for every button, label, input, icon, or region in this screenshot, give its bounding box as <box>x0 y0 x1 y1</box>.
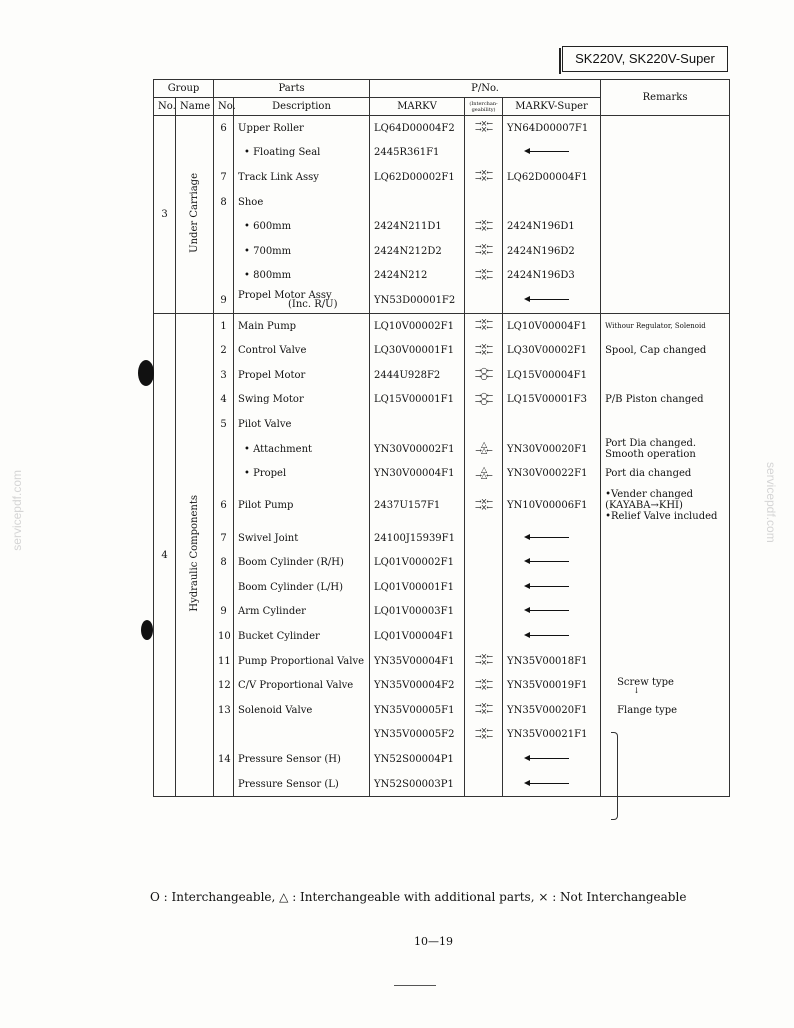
markv-part-number: YN52S00004P1 <box>370 747 465 772</box>
remarks-value: Withour Regulator, Solenoid <box>605 321 706 330</box>
item-no: 4 <box>214 388 234 413</box>
interchangeability-symbol <box>465 363 503 388</box>
table-row <box>154 338 730 363</box>
markv-super-part-number: YN64D00007F1 <box>503 116 601 141</box>
remarks-text <box>601 264 730 289</box>
interchangeability-symbol <box>465 649 503 674</box>
group-name-text: Under Carriage <box>189 172 200 253</box>
markv-part-number <box>370 412 465 437</box>
part-description <box>234 461 370 486</box>
remarks-text <box>601 772 730 797</box>
markv-super-part-number <box>503 575 601 600</box>
table-row <box>154 649 730 674</box>
remarks-text <box>601 747 730 772</box>
markv-super-part-number <box>503 624 601 649</box>
item-no: 10 <box>214 624 234 649</box>
item-no <box>214 772 234 797</box>
header-group: Group <box>154 80 214 98</box>
interchangeability-symbol <box>465 239 503 264</box>
markv-super-part-number: YN35V00019F1 <box>503 673 601 698</box>
table-row <box>154 673 730 698</box>
part-description <box>234 264 370 289</box>
same-as-left-arrow-icon <box>529 758 569 759</box>
interchangeability-symbol <box>465 673 503 698</box>
watermark-right: servicepdf.com <box>764 462 778 543</box>
markv-super-part-number <box>503 190 601 215</box>
markv-part-number: LQ30V00001F1 <box>370 338 465 363</box>
interchangeability-symbol <box>465 214 503 239</box>
same-as-left-arrow-icon <box>529 151 569 152</box>
footer-rule <box>394 985 436 986</box>
markv-super-part-number: 2424N196D3 <box>503 264 601 289</box>
remarks-value: Port dia changed <box>605 468 692 480</box>
table-row <box>154 190 730 215</box>
interchangeability-symbol <box>465 437 503 462</box>
item-no: 6 <box>214 486 234 526</box>
not-interchangeable-icon: →×← →×← <box>474 317 493 333</box>
part-description-text: • 600mm <box>244 221 292 233</box>
part-description-text: Main Pump <box>238 320 297 332</box>
markv-super-part-number: 2424N196D2 <box>503 239 601 264</box>
part-description-text: Boom Cylinder (R/H) <box>238 557 344 569</box>
table-row <box>154 551 730 576</box>
item-no <box>214 141 234 166</box>
header-name: Name <box>176 98 214 116</box>
part-description <box>234 437 370 462</box>
part-description-text: • 700mm <box>244 245 292 257</box>
remarks-text <box>601 165 730 190</box>
same-as-left-arrow-icon <box>529 537 569 538</box>
interchangeability-symbol <box>465 288 503 313</box>
part-description-text: Pilot Valve <box>238 418 292 430</box>
header-markv: MARKV <box>370 98 465 116</box>
part-description-text: Solenoid Valve <box>238 704 313 716</box>
page-number: 10—19 <box>414 935 453 948</box>
markv-super-part-number: YN35V00020F1 <box>503 698 601 723</box>
item-no <box>214 723 234 748</box>
not-interchangeable-icon: →×← →×← <box>474 119 493 135</box>
item-no <box>214 461 234 486</box>
markv-part-number: LQ01V00004F1 <box>370 624 465 649</box>
table-row <box>154 575 730 600</box>
markv-part-number: 2424N211D1 <box>370 214 465 239</box>
interchangeability-symbol <box>465 486 503 526</box>
interchangeability-symbol <box>465 412 503 437</box>
interchangeable-with-parts-icon: △ →△← <box>475 464 492 480</box>
remarks-text <box>601 214 730 239</box>
markv-part-number: YN35V00005F1 <box>370 698 465 723</box>
part-description-text: • 800mm <box>244 270 292 282</box>
markv-part-number: LQ62D00002F1 <box>370 165 465 190</box>
header-markv-super: MARKV-Super <box>503 98 601 116</box>
part-description <box>234 551 370 576</box>
remarks-text <box>601 551 730 576</box>
part-description <box>234 363 370 388</box>
remarks-value: P/B Piston changed <box>605 394 704 406</box>
table-row <box>154 141 730 166</box>
part-description <box>234 313 370 338</box>
item-no: 9 <box>214 600 234 625</box>
group-name <box>176 116 214 314</box>
table-row <box>154 526 730 551</box>
table-row <box>154 747 730 772</box>
part-description-text: Propel Motor Assy <box>238 290 332 302</box>
remarks-text <box>601 116 730 141</box>
part-description <box>234 116 370 141</box>
markv-super-part-number: 2424N196D1 <box>503 214 601 239</box>
part-description-text: Pressure Sensor (L) <box>238 778 339 790</box>
markv-super-part-number: LQ10V00004F1 <box>503 313 601 338</box>
not-interchangeable-icon: →×← →×← <box>474 652 493 668</box>
not-interchangeable-icon: →×← →×← <box>474 701 493 717</box>
markv-super-part-number <box>503 288 601 313</box>
interchangeability-symbol <box>465 575 503 600</box>
interchangeability-symbol <box>465 551 503 576</box>
remarks-value: •Vender changed (KAYABA→KHI) •Relief Valve included <box>605 489 718 523</box>
remarks-text <box>601 412 730 437</box>
table-row <box>154 264 730 289</box>
interchangeability-symbol <box>465 772 503 797</box>
same-as-left-arrow-icon <box>529 610 569 611</box>
markv-super-part-number <box>503 747 601 772</box>
table-row <box>154 165 730 190</box>
table-row <box>154 723 730 748</box>
part-description <box>234 412 370 437</box>
markv-part-number: YN35V00004F2 <box>370 673 465 698</box>
markv-super-part-number: LQ15V00004F1 <box>503 363 601 388</box>
item-no: 11 <box>214 649 234 674</box>
markv-part-number: YN52S00003P1 <box>370 772 465 797</box>
item-no <box>214 437 234 462</box>
part-description-text: Boom Cylinder (L/H) <box>238 581 344 593</box>
table-row <box>154 624 730 649</box>
markv-super-part-number: LQ62D00004F1 <box>503 165 601 190</box>
same-as-left-arrow-icon <box>529 635 569 636</box>
table-row <box>154 313 730 338</box>
remarks-text <box>601 649 730 674</box>
group-name-text: Hydraulic Components <box>189 495 200 612</box>
header-parts: Parts <box>214 80 370 98</box>
markv-part-number: LQ10V00002F1 <box>370 313 465 338</box>
group-no: 4 <box>154 313 176 797</box>
part-description <box>234 288 370 313</box>
watermark-left: servicepdf.com <box>10 470 24 551</box>
part-description <box>234 772 370 797</box>
remarks-text <box>601 190 730 215</box>
header-pno: P/No. <box>370 80 601 98</box>
table-row <box>154 600 730 625</box>
same-as-left-arrow-icon <box>529 561 569 562</box>
table-row <box>154 486 730 526</box>
same-as-left-arrow-icon <box>529 586 569 587</box>
markv-part-number: LQ64D00004F2 <box>370 116 465 141</box>
markv-part-number: YN35V00005F2 <box>370 723 465 748</box>
part-description <box>234 388 370 413</box>
part-description-text: Pilot Pump <box>238 500 294 512</box>
item-no: 2 <box>214 338 234 363</box>
part-description <box>234 673 370 698</box>
interchangeability-symbol <box>465 165 503 190</box>
interchangeable-icon: →○← →○← <box>474 390 493 406</box>
markv-part-number: LQ01V00003F1 <box>370 600 465 625</box>
table-row <box>154 388 730 413</box>
part-description-text: • Propel <box>244 468 287 480</box>
interchangeability-symbol <box>465 526 503 551</box>
part-description-text: Swivel Joint <box>238 532 299 544</box>
markv-part-number: YN30V00002F1 <box>370 437 465 462</box>
header-description: Description <box>234 98 370 116</box>
part-description-text: Upper Roller <box>238 122 304 134</box>
not-interchangeable-icon: →×← →×← <box>474 725 493 741</box>
markv-super-part-number <box>503 600 601 625</box>
header-part-no: No. <box>214 98 234 116</box>
markv-part-number: 2424N212D2 <box>370 239 465 264</box>
part-description-text: Track Link Assy <box>238 171 319 183</box>
interchangeability-symbol <box>465 338 503 363</box>
remarks-value: Flange type <box>617 704 678 716</box>
part-description-text: Control Valve <box>238 345 307 357</box>
markv-part-number: 2445R361F1 <box>370 141 465 166</box>
remarks-value: Port Dia changed. Smooth operation <box>605 438 697 461</box>
markv-super-part-number: YN30V00022F1 <box>503 461 601 486</box>
markv-super-part-number <box>503 412 601 437</box>
remarks-text <box>601 313 730 338</box>
item-no: 9 <box>214 288 234 313</box>
item-no: 7 <box>214 526 234 551</box>
interchangeability-symbol <box>465 388 503 413</box>
part-description <box>234 190 370 215</box>
markv-super-part-number <box>503 141 601 166</box>
not-interchangeable-icon: →×← →×← <box>474 242 493 258</box>
not-interchangeable-icon: →×← →×← <box>474 341 493 357</box>
interchangeability-symbol <box>465 698 503 723</box>
markv-part-number: YN30V00004F1 <box>370 461 465 486</box>
part-description <box>234 624 370 649</box>
part-description <box>234 723 370 748</box>
markv-super-part-number: YN35V00018F1 <box>503 649 601 674</box>
interchangeability-symbol <box>465 600 503 625</box>
remarks-text <box>601 288 730 313</box>
remarks-text <box>601 363 730 388</box>
parts-table-body <box>154 116 730 797</box>
punch-hole-bottom <box>141 620 153 640</box>
interchangeability-symbol <box>465 116 503 141</box>
remarks-text <box>601 239 730 264</box>
markv-part-number: YN53D00001F2 <box>370 288 465 313</box>
part-description-text: C/V Proportional Valve <box>238 680 354 692</box>
interchangeability-symbol <box>465 624 503 649</box>
markv-part-number: LQ15V00001F1 <box>370 388 465 413</box>
remarks-text <box>601 437 730 462</box>
remarks-text <box>601 141 730 166</box>
part-description-text: Shoe <box>238 196 264 208</box>
part-description-text: • Floating Seal <box>244 147 321 159</box>
table-row <box>154 239 730 264</box>
markv-super-part-number: YN30V00020F1 <box>503 437 601 462</box>
part-description <box>234 239 370 264</box>
markv-super-part-number <box>503 551 601 576</box>
part-description <box>234 526 370 551</box>
remarks-value: Screw type <box>617 677 674 689</box>
parts-table <box>153 79 730 797</box>
item-no: 12 <box>214 673 234 698</box>
interchangeability-symbol <box>465 313 503 338</box>
markv-super-part-number: YN35V00021F1 <box>503 723 601 748</box>
not-interchangeable-icon: →×← →×← <box>474 168 493 184</box>
part-description <box>234 698 370 723</box>
markv-part-number: 2444U928F2 <box>370 363 465 388</box>
markv-super-part-number: LQ30V00002F1 <box>503 338 601 363</box>
part-description-note: (Inc. R/U) <box>288 299 338 311</box>
markv-part-number: 2437U157F1 <box>370 486 465 526</box>
table-row <box>154 698 730 723</box>
markv-part-number <box>370 190 465 215</box>
interchangeable-with-parts-icon: △ →△← <box>475 440 492 456</box>
header-no: No. <box>154 98 176 116</box>
group-name <box>176 313 214 797</box>
remarks-text <box>601 338 730 363</box>
item-no: 8 <box>214 551 234 576</box>
remarks-text <box>601 698 730 723</box>
item-no: 5 <box>214 412 234 437</box>
markv-part-number: 2424N212 <box>370 264 465 289</box>
remarks-text <box>601 461 730 486</box>
markv-super-part-number: LQ15V00001F3 <box>503 388 601 413</box>
header-remarks: Remarks <box>601 80 730 116</box>
remarks-value: Spool, Cap changed <box>605 345 707 357</box>
table-row <box>154 461 730 486</box>
part-description <box>234 649 370 674</box>
part-description-text: • Attachment <box>244 443 313 455</box>
table-row <box>154 363 730 388</box>
interchangeability-symbol <box>465 141 503 166</box>
remarks-text <box>601 486 730 526</box>
part-description-text: Bucket Cylinder <box>238 631 320 643</box>
item-no: 8 <box>214 190 234 215</box>
same-as-left-arrow-icon <box>529 299 569 300</box>
table-row <box>154 772 730 797</box>
markv-part-number: LQ01V00001F1 <box>370 575 465 600</box>
remarks-text <box>601 600 730 625</box>
remarks-text <box>601 526 730 551</box>
part-description-text: Pressure Sensor (H) <box>238 754 341 766</box>
item-no <box>214 575 234 600</box>
not-interchangeable-icon: →×← →×← <box>474 496 493 512</box>
item-no: 7 <box>214 165 234 190</box>
table-row <box>154 214 730 239</box>
punch-hole-top <box>138 360 154 386</box>
table-row <box>154 437 730 462</box>
markv-super-part-number <box>503 526 601 551</box>
same-as-left-arrow-icon <box>529 783 569 784</box>
part-description <box>234 575 370 600</box>
remarks-text <box>601 575 730 600</box>
interchangeability-symbol <box>465 461 503 486</box>
table-row <box>154 288 730 313</box>
interchangeability-symbol <box>465 723 503 748</box>
markv-part-number: 24100J15939F1 <box>370 526 465 551</box>
part-description <box>234 338 370 363</box>
model-label: SK220V, SK220V-Super <box>562 46 728 72</box>
interchangeability-symbol <box>465 747 503 772</box>
remarks-text <box>601 673 730 698</box>
part-description <box>234 600 370 625</box>
markv-part-number: YN35V00004F1 <box>370 649 465 674</box>
table-row <box>154 412 730 437</box>
down-arrow-icon: ↓ <box>633 686 640 696</box>
item-no: 14 <box>214 747 234 772</box>
legend: O : Interchangeable, △ : Interchangeable with additional parts, × : Not Interchangeable <box>150 890 687 904</box>
not-interchangeable-icon: →×← →×← <box>474 217 493 233</box>
remarks-text <box>601 723 730 748</box>
markv-super-part-number <box>503 772 601 797</box>
part-description-text: Swing Motor <box>238 394 304 406</box>
part-description-text: Arm Cylinder <box>238 606 306 618</box>
not-interchangeable-icon: →×← →×← <box>474 266 493 282</box>
part-description <box>234 747 370 772</box>
part-description-text: Propel Motor <box>238 369 306 381</box>
item-no <box>214 264 234 289</box>
remarks-brace <box>611 732 618 820</box>
item-no <box>214 239 234 264</box>
group-no: 3 <box>154 116 176 314</box>
header-interchangeability: (Interchan-geability) <box>465 98 503 116</box>
item-no: 1 <box>214 313 234 338</box>
part-description <box>234 165 370 190</box>
part-description <box>234 486 370 526</box>
item-no <box>214 214 234 239</box>
table-row <box>154 116 730 141</box>
interchangeable-icon: →○← →○← <box>474 366 493 382</box>
part-description-text: Pump Proportional Valve <box>238 655 365 667</box>
not-interchangeable-icon: →×← →×← <box>474 676 493 692</box>
interchangeability-symbol <box>465 190 503 215</box>
markv-super-part-number: YN10V00006F1 <box>503 486 601 526</box>
item-no: 3 <box>214 363 234 388</box>
remarks-text <box>601 388 730 413</box>
markv-part-number: LQ01V00002F1 <box>370 551 465 576</box>
interchangeability-symbol <box>465 264 503 289</box>
part-description <box>234 214 370 239</box>
remarks-text <box>601 624 730 649</box>
item-no: 13 <box>214 698 234 723</box>
item-no: 6 <box>214 116 234 141</box>
part-description <box>234 141 370 166</box>
